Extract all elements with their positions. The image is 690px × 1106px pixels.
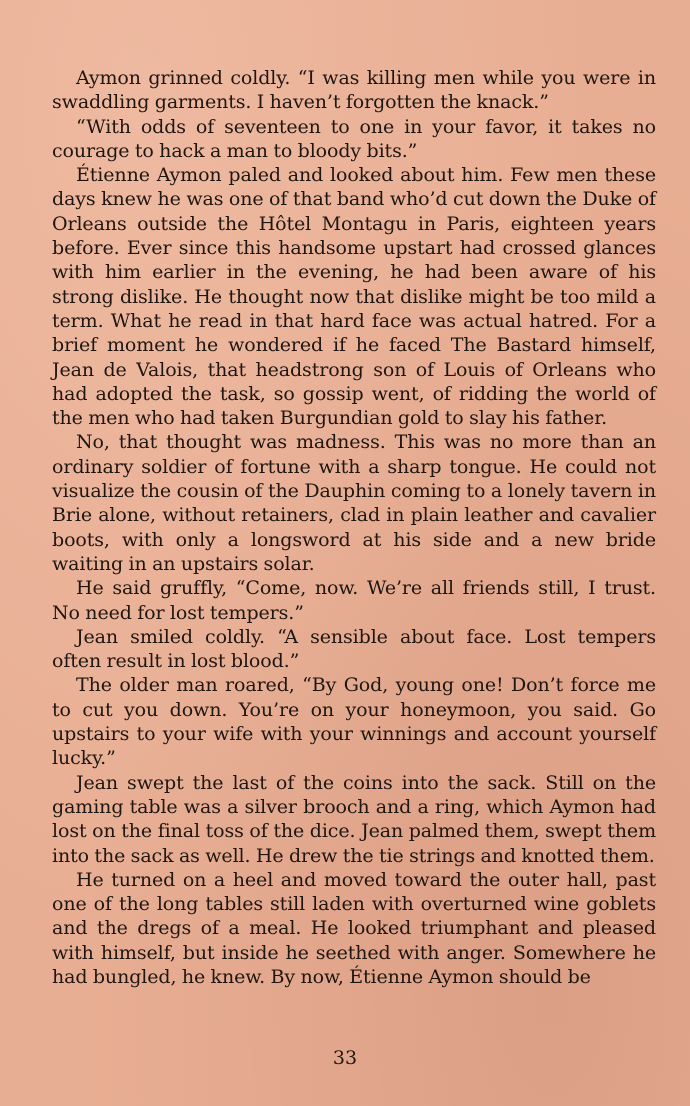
page-number: 33 [332,1047,358,1069]
paragraph: Étienne Aymon paled and looked about him. Few men these days knew he was one of that band who’d cut down the Duke of Orleans outside the Hôtel Montagu in Paris, eighteen years before. Ever since this handsome upstart had crossed glances with him earlier in the evening, he had been aware of his strong dislike. He thought now that dislike might be too mild a term. What he read in that hard face was actual hatred. For a brief moment he wondered if he faced The Bastard himself, Jean de Valois, that headstrong son of Louis of Orleans who had adopted the task, so gossip went, of ridding the world of the men who had taken Burgundian gold to slay his father. [52,164,656,430]
paragraph: Jean smiled coldly. “A sensible about face. Lost tempers often result in lost blood.” [52,625,656,673]
paragraph: “With odds of seventeen to one in your favor, it takes no courage to hack a man to bloody bits.” [52,115,656,162]
paragraph: The older man roared, “By God, young one! Don’t force me to cut you down. You’re on your honeymoon, you said. Go upstairs to your wife with your winnings and account yourself lucky.” [52,674,656,770]
body-text [52,66,656,989]
paragraph: He said gruffly, “Come, now. We’re all friends still, I trust. No need for lost tempers.” [52,577,656,624]
paragraph: No, that thought was madness. This was no more than an ordinary soldier of fortune with a sharp tongue. He could not visualize the cousin of the Dauphin coming to a lonely tavern in Brie alone, without retainers, clad in plain leather and cavalier boots, with only a longsword at his side and a new bride waiting in an upstairs solar. [52,431,656,575]
paragraph: Aymon grinned coldly. “I was killing men while you were in swaddling garments. I haven’t forgotten the knack.” [52,67,656,114]
paragraph: Jean swept the last of the coins into the sack. Still on the gaming table was a silver brooch and a ring, which Aymon had lost on the final toss of the dice. Jean palmed them, swept them into the sack as well. He drew the tie strings and knotted them. [52,771,656,867]
paragraph: He turned on a heel and moved toward the outer hall, past one of the long tables still laden with overturned wine goblets and the dregs of a meal. He looked triumphant and pleased with himself, but inside he seethed with anger. Somewhere he had bungled, he knew. By now, Étienne Aymon should be [52,868,656,988]
